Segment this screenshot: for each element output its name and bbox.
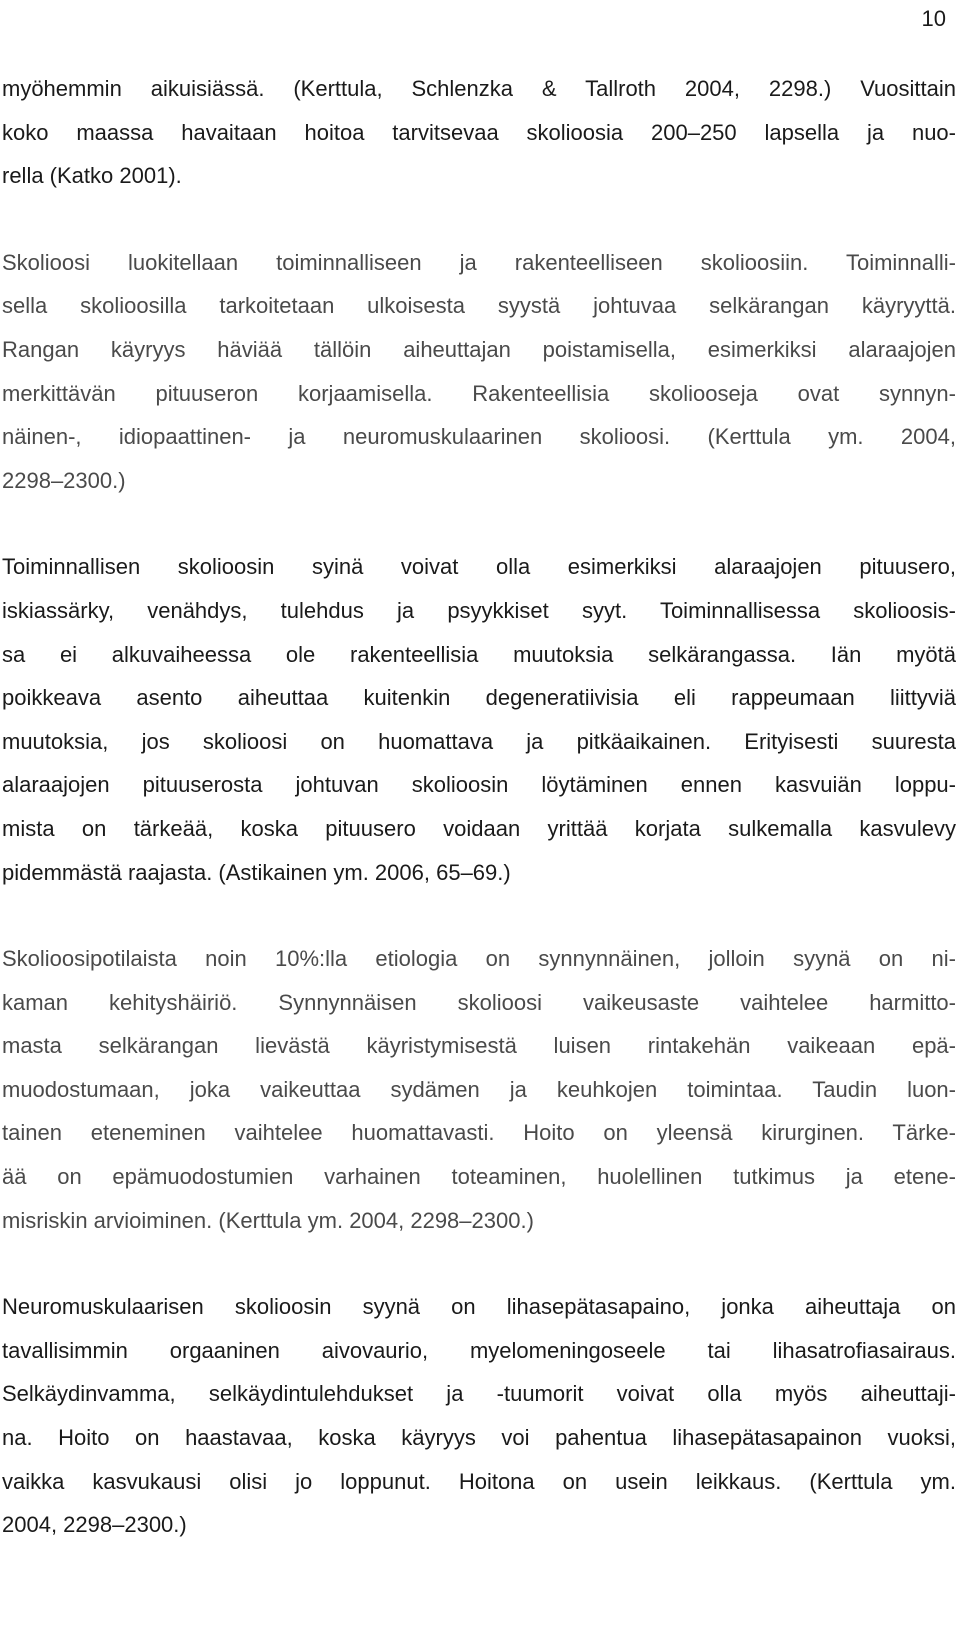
paragraph-4	[2, 937, 956, 1242]
text-line: tainen eteneminen vaihtelee huomattavasti. Hoito on yleensä kirurginen. Tärke-	[2, 1120, 956, 1146]
page-number: 10	[921, 6, 946, 31]
text-line: ää on epämuodostumien varhainen toteaminen, huolellinen tutkimus ja etene-	[2, 1164, 956, 1190]
paragraph-1	[2, 67, 956, 198]
text-line: rella (Katko 2001).	[2, 163, 182, 189]
text-line: Neuromuskulaarisen skolioosin syynä on lihasepätasapaino, jonka aiheuttaja on	[2, 1294, 956, 1320]
text-line: myöhemmin aikuisiässä. (Kerttula, Schlenzka & Tallroth 2004, 2298.) Vuosittain	[2, 76, 956, 101]
text-line: na. Hoito on haastavaa, koska käyryys voi pahentua lihasepätasapainon vuoksi,	[2, 1425, 956, 1451]
document-body	[2, 67, 956, 1547]
text-line: masta selkärangan lievästä käyristymisestä luisen rintakehän vaikeaan epä-	[2, 1033, 956, 1059]
text-line: sella skolioosilla tarkoitetaan ulkoisesta syystä johtuvaa selkärangan käyryyttä.	[2, 293, 956, 319]
text-line: merkittävän pituuseron korjaamisella. Rakenteellisia skoliooseja ovat synnyn-	[2, 380, 956, 406]
text-line: misriskin arvioiminen. (Kerttula ym. 2004, 2298–2300.)	[2, 1207, 534, 1233]
text-line: koko maassa havaitaan hoitoa tarvitsevaa skolioosia 200–250 lapsella ja nuo-	[2, 119, 956, 145]
paragraph-2	[2, 241, 956, 503]
text-line: Toiminnallisen skolioosin syinä voivat olla esimerkiksi alaraajojen pituusero,	[2, 554, 956, 580]
paragraph-3	[2, 545, 956, 894]
text-line: 2298–2300.)	[2, 467, 126, 493]
text-line: muodostumaan, joka vaikeuttaa sydämen ja keuhkojen toimintaa. Taudin luon-	[2, 1076, 956, 1102]
text-line: poikkeava asento aiheuttaa kuitenkin degeneratiivisia eli rappeumaan liittyviä	[2, 685, 956, 711]
text-line: 2004, 2298–2300.)	[2, 1512, 187, 1538]
text-line: vaikka kasvukausi olisi jo loppunut. Hoitona on usein leikkaus. (Kerttula ym.	[2, 1468, 956, 1494]
text-line: iskiassärky, venähdys, tulehdus ja psyykkiset syyt. Toiminnallisessa skolioosis-	[2, 597, 956, 623]
text-line: alaraajojen pituuserosta johtuvan skolioosin löytäminen ennen kasvuiän loppu-	[2, 772, 956, 798]
paragraph-5	[2, 1285, 956, 1547]
text-line: Skolioosi luokitellaan toiminnalliseen ja rakenteelliseen skolioosiin. Toiminnalli-	[2, 249, 956, 275]
text-line: sa ei alkuvaiheessa ole rakenteellisia muutoksia selkärangassa. Iän myötä	[2, 641, 956, 667]
text-line: pidemmästä raajasta. (Astikainen ym. 2006, 65–69.)	[2, 859, 511, 885]
text-line: Selkäydinvamma, selkäydintulehdukset ja -tuumorit voivat olla myös aiheuttaji-	[2, 1381, 956, 1407]
text-line: mista on tärkeää, koska pituusero voidaan yrittää korjata sulkemalla kasvulevy	[2, 815, 956, 841]
text-line: kaman kehityshäiriö. Synnynnäisen skolioosi vaikeusaste vaihtelee harmitto-	[2, 989, 956, 1015]
text-line: muutoksia, jos skolioosi on huomattava ja pitkäaikainen. Erityisesti suuresta	[2, 728, 956, 754]
text-line: Rangan käyryys häviää tällöin aiheuttajan poistamisella, esimerkiksi alaraajojen	[2, 336, 956, 362]
text-line: Skolioosipotilaista noin 10%:lla etiologia on synnynnäinen, jolloin syynä on ni-	[2, 946, 956, 972]
text-line: tavallisimmin orgaaninen aivovaurio, myelomeningoseele tai lihasatrofiasairaus.	[2, 1337, 956, 1363]
text-line: näinen-, idiopaattinen- ja neuromuskulaarinen skolioosi. (Kerttula ym. 2004,	[2, 424, 956, 450]
